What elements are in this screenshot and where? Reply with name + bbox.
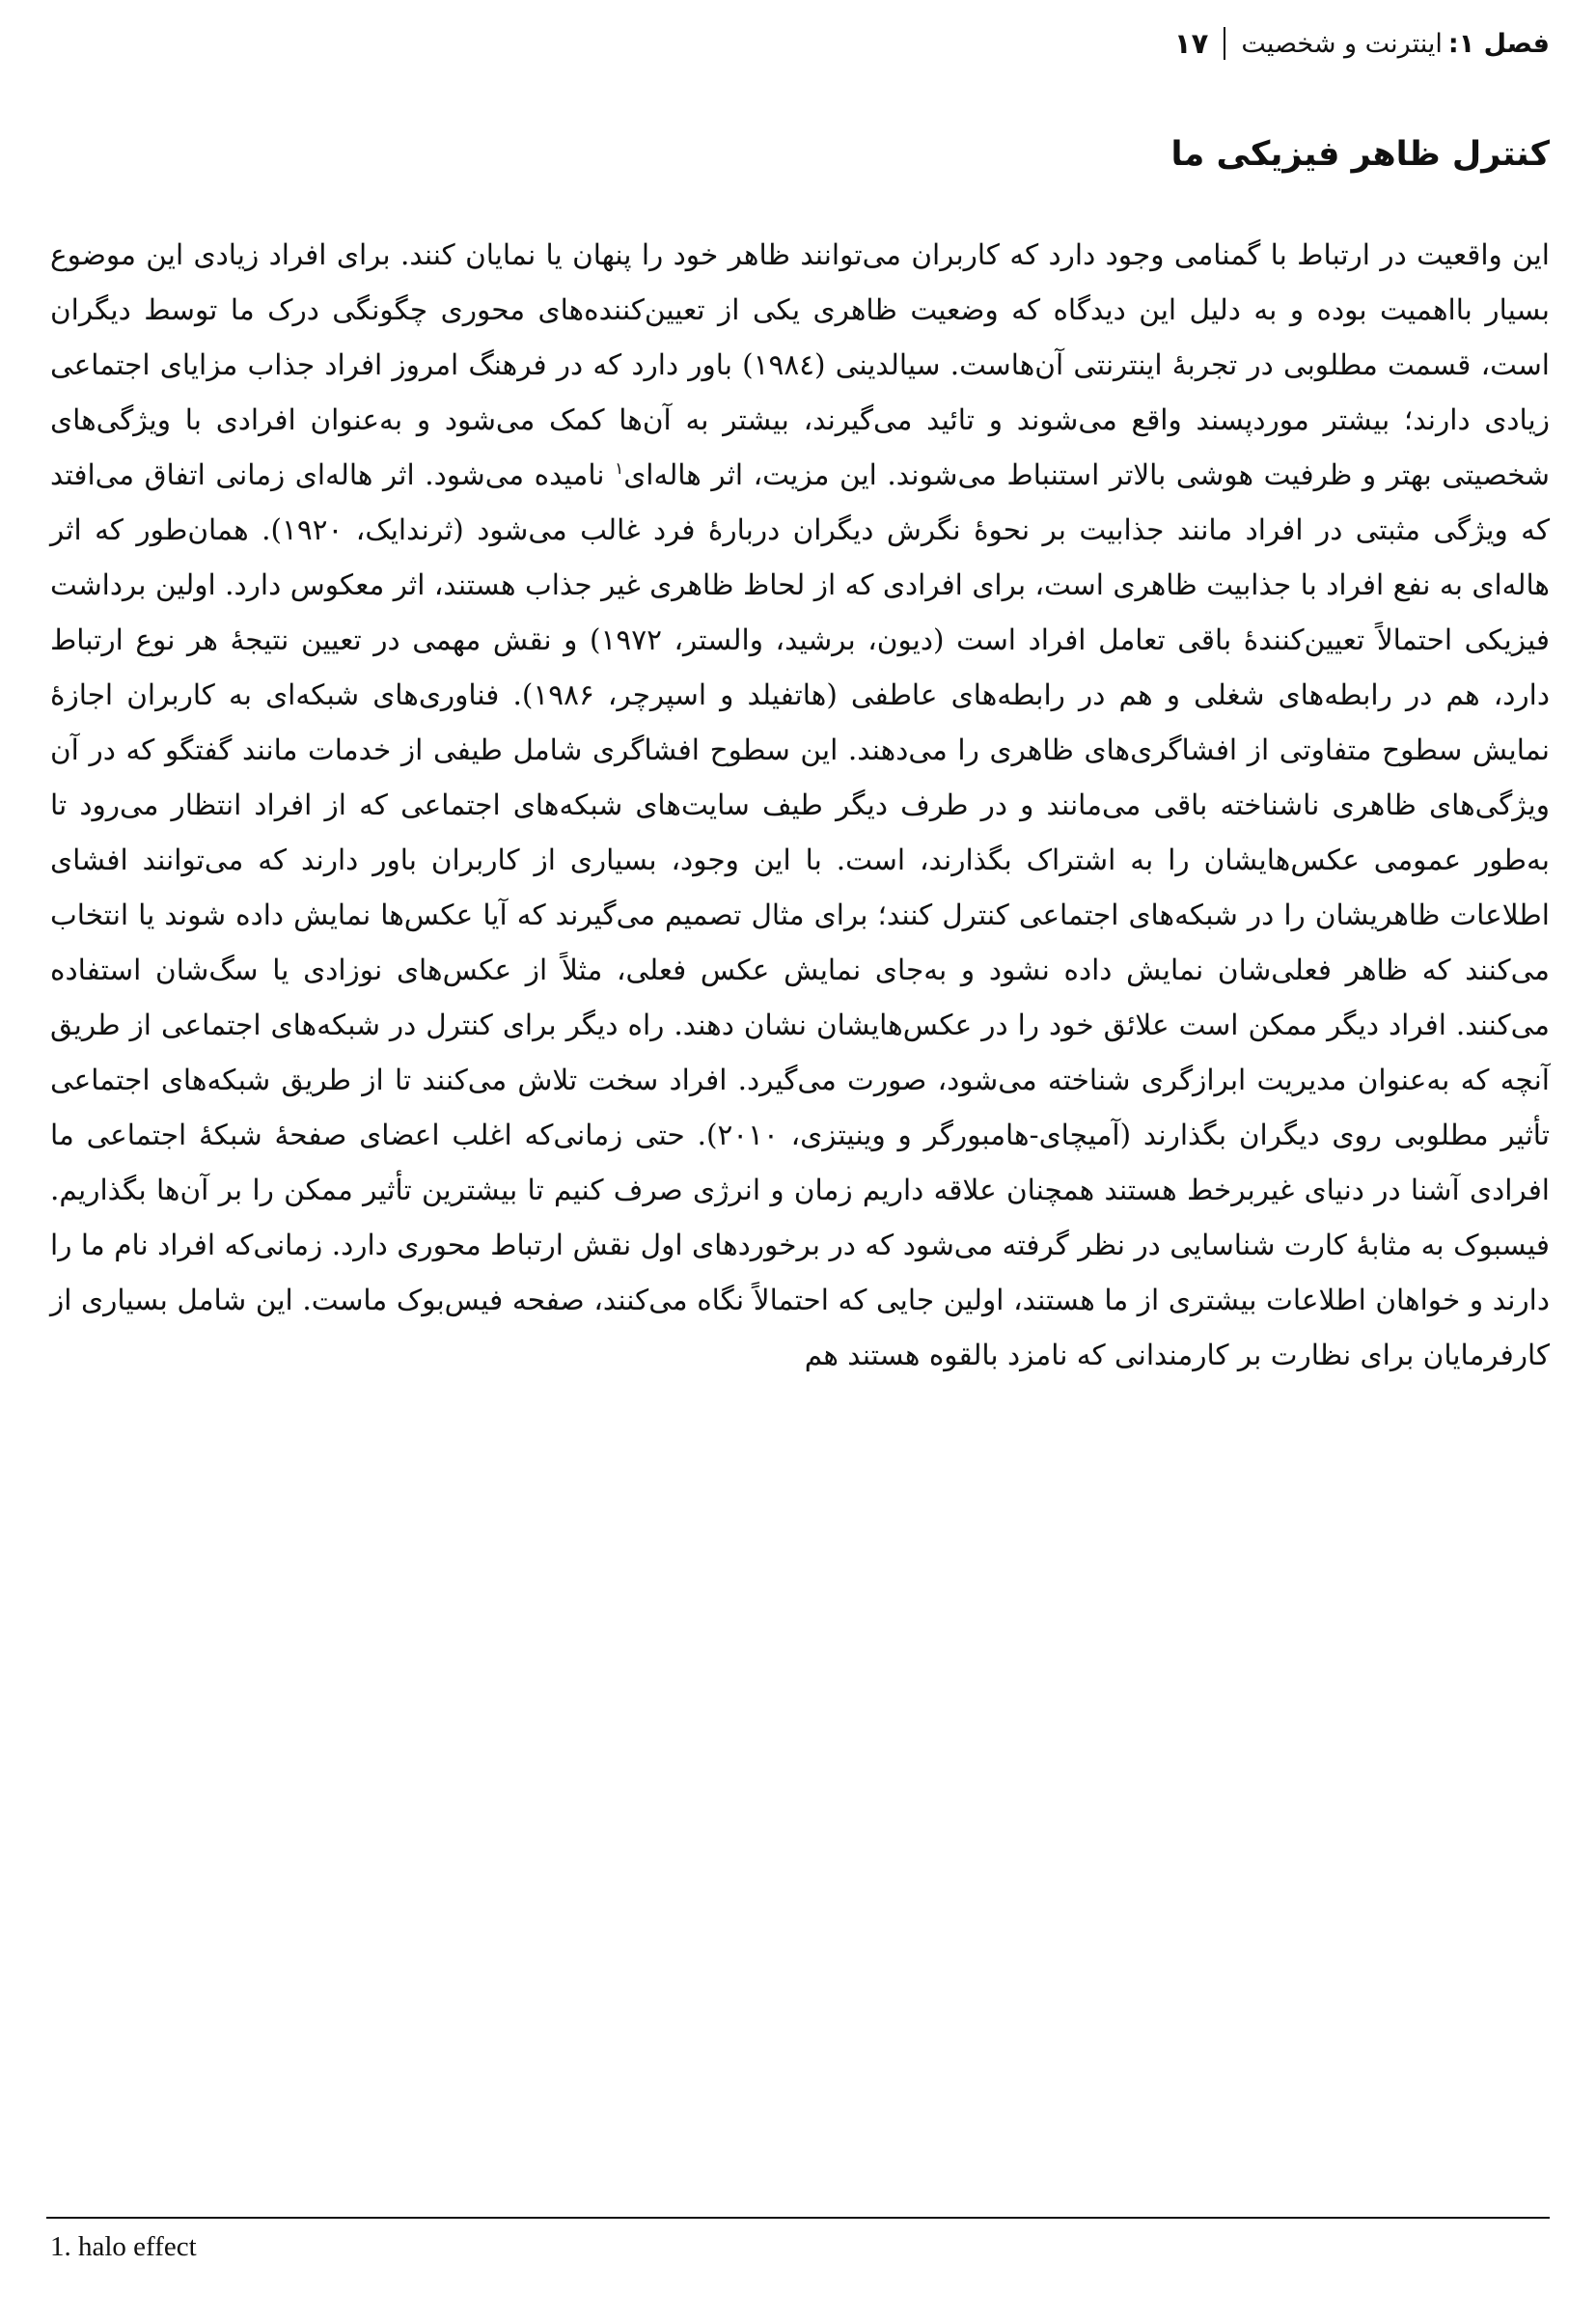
footnote-divider	[46, 2217, 1550, 2219]
page-number: ۱۷	[1173, 27, 1209, 60]
body-text-part-2: نامیده می‌شود. اثر هاله‌ای زمانی اتفاق می‌افتد که ویژگی مثبتی در افراد مانند جذابیت بر نحوهٔ نگرش دیگران دربارهٔ فرد غالب می‌شود (ثرندایک، ۱۹۲۰). همان‌طور که اثر هاله‌ای به نفع افراد با جذابیت ظاهری است، برای افرادی که از لحاظ ظاهری غیر جذاب هستند، اثر معکوس دارد. اولین برداشت فیزیکی احتمالاً تعیین‌کنندهٔ باقی تعامل افراد است (دیون، برشید، والستر، ۱۹۷۲) و نقش مهمی در تعیین نتیجهٔ هر نوع ارتباط دارد، هم در رابطه‌های شغلی و هم در رابطه‌های عاطفی (هاتفیلد و اسپرچر، ۱۹۸۶). فناوری‌های شبکه‌ای به کاربران اجازهٔ نمایش سطوح متفاوتی از افشاگری‌های ظاهری را می‌دهند. این سطوح افشاگری شامل طیفی از خدمات مانند گفتگو که در آن ویژگی‌های ظاهری ناشناخته باقی می‌مانند و در طرف دیگر طیف سایت‌های شبکه‌های اجتماعی که از افراد انتظار می‌رود تا به‌طور عمومی عکس‌هایشان را به اشتراک بگذارند، است. با این وجود، بسیاری از کاربران باور دارند که می‌توانند افشای اطلاعات ظاهریشان را در شبکه‌های اجتماعی کنترل کنند؛ برای مثال تصمیم می‌گیرند که آیا عکس‌ها نمایش داده شوند یا انتخاب می‌کنند که ظاهر فعلی‌شان نمایش داده نشود و به‌جای نمایش عکس فعلی، مثلاً از عکس‌های نوزادی یا سگ‌شان استفاده می‌کنند. افراد دیگر ممکن است علائق خود را در عکس‌هایشان نشان دهند. راه دیگر برای کنترل در شبکه‌های اجتماعی از طریق آنچه که به‌عنوان مدیریت ابرازگری شناخته می‌شود، صورت می‌گیرد. افراد سخت تلاش می‌کنند تا از طریق شبکه‌های اجتماعی تأثیر مطلوبی روی دیگران بگذارند (آمیچای-هامبورگر و وینیتزی، ۲۰۱۰). حتی زمانی‌که اغلب اعضای صفحهٔ شبکهٔ اجتماعی ما افرادی آشنا در دنیای غیربرخط هستند همچنان علاقه داریم زمان و انرژی صرف کنیم تا بیشترین تأثیر ممکن را بر آن‌ها بگذاریم. فیسبوک به مثابهٔ کارت شناسایی در نظر گرفته می‌شود که در برخوردهای اول نقش ارتباط محوری دارد. زمانی‌که افراد نام ما را دارند و خواهان اطلاعات بیشتری از ما هستند، اولین جایی که احتمالاً نگاه می‌کنند، صفحه فیس‌بوک ماست. این شامل بسیاری از کارفرمایان برای نظارت بر کارمندانی که نامزد بالقوه هستند هم	[50, 458, 1550, 1371]
chapter-title: اینترنت و شخصیت	[1241, 28, 1443, 59]
chapter-label: فصل ۱:	[1447, 28, 1550, 59]
running-header	[1174, 27, 1550, 60]
header-divider	[1224, 27, 1225, 60]
section-heading: کنترل ظاهر فیزیکی ما	[1170, 135, 1550, 174]
footnote: 1. halo effect	[50, 2231, 197, 2262]
body-text-part-1: این واقعیت در ارتباط با گمنامی وجود دارد که کاربران می‌توانند ظاهر خود را پنهان یا نمایان کنند. برای افراد زیادی این موضوع بسیار بااهمیت بوده و به دلیل این دیدگاه که وضعیت ظاهری یکی از تعیین‌کننده‌های محوری چگونگی درک ما توسط دیگران است، قسمت مطلوبی در تجربهٔ اینترنتی آن‌هاست. سیالدینی (۱۹۸٤) باور دارد که در فرهنگ امروز افراد جذاب مزایای اجتماعی زیادی دارند؛ بیشتر موردپسند واقع می‌شوند و تائید می‌گیرند، بیشتر به آن‌ها کمک می‌شود و به‌عنوان افرادی با ویژگی‌های شخصیتی بهتر و ظرفیت هوشی بالاتر استنباط می‌شوند. این مزیت، اثر هاله‌ای	[50, 238, 1550, 491]
body-paragraph	[50, 228, 1550, 1383]
footnote-marker: ۱	[615, 459, 624, 480]
